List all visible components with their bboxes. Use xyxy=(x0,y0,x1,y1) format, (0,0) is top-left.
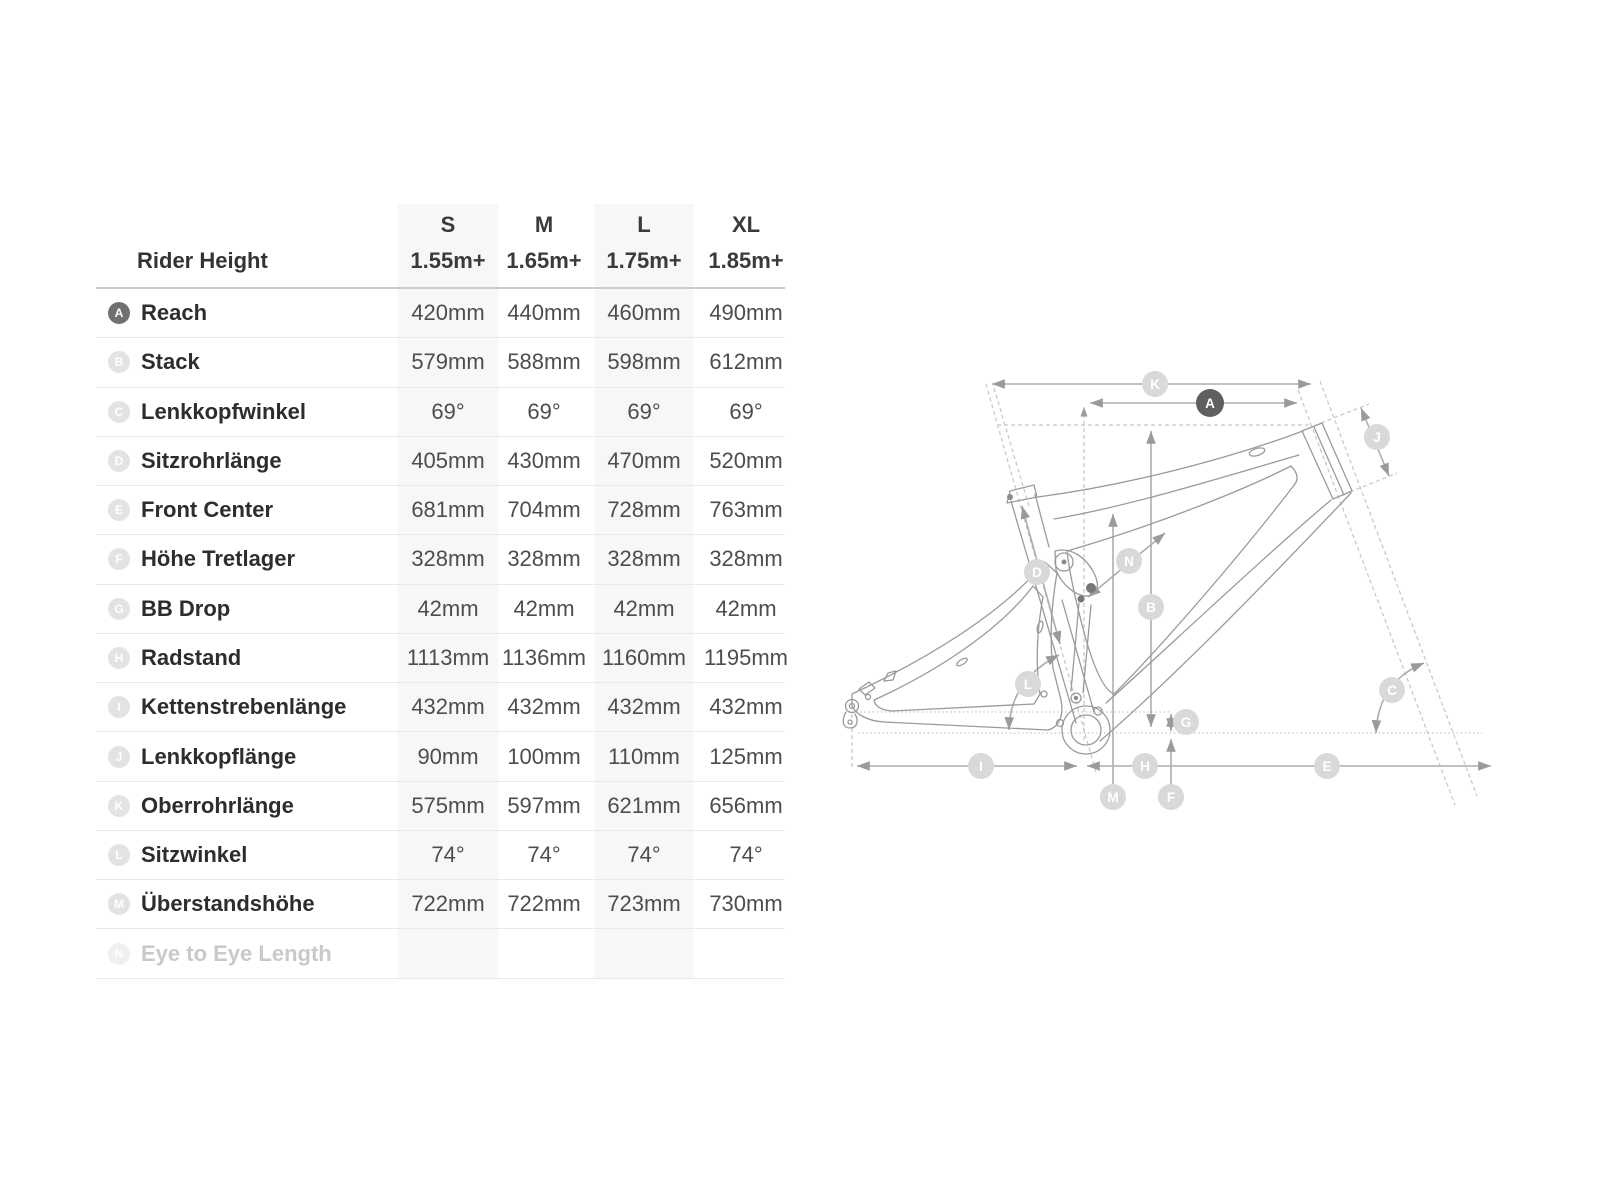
value-cell-l: 728mm xyxy=(607,497,681,523)
value-cell-m: 440mm xyxy=(507,300,581,326)
value-cell-m: 430mm xyxy=(507,447,581,473)
value-cell-l: 432mm xyxy=(607,694,681,720)
svg-text:D: D xyxy=(1032,565,1042,580)
diagram-marker-e[interactable] xyxy=(1314,753,1340,779)
row-label: Lenkkopflänge xyxy=(141,743,297,769)
row-label: Überstandshöhe xyxy=(141,891,315,917)
spec-row-b[interactable] xyxy=(96,338,785,387)
svg-text:A: A xyxy=(1205,396,1215,411)
value-cell-s: 42mm xyxy=(417,595,479,621)
row-label: Stack xyxy=(141,349,200,375)
value-cell-m: 69° xyxy=(527,398,561,424)
svg-text:J: J xyxy=(1373,430,1381,445)
value-cell-m: 74° xyxy=(527,842,561,868)
value-cell-m: 328mm xyxy=(507,546,581,572)
value-cell-m: 1136mm xyxy=(502,644,586,670)
svg-text:F: F xyxy=(1166,790,1176,805)
value-cell-l: 74° xyxy=(627,842,661,868)
row-label: Eye to Eye Length xyxy=(141,940,332,966)
spec-row-h[interactable] xyxy=(96,634,788,683)
value-cell-l: 598mm xyxy=(607,349,681,375)
row-marker-badge-e: E xyxy=(108,499,130,521)
value-cell-s: 405mm xyxy=(411,447,485,473)
spec-row-d[interactable] xyxy=(96,437,785,486)
value-cell-s: 69° xyxy=(431,398,465,424)
svg-text:L: L xyxy=(1023,677,1033,692)
spec-row-j[interactable] xyxy=(96,732,785,781)
spec-row-g[interactable] xyxy=(96,585,785,634)
value-cell-l: 328mm xyxy=(607,546,681,572)
value-cell-xl: 328mm xyxy=(709,546,783,572)
value-cell-s: 74° xyxy=(431,842,465,868)
value-cell-m: 432mm xyxy=(507,694,581,720)
row-label: Kettenstrebenlänge xyxy=(141,694,347,720)
svg-text:K: K xyxy=(1150,377,1160,392)
value-cell-m: 722mm xyxy=(507,891,581,917)
row-label: Sitzwinkel xyxy=(141,842,248,868)
diagram-marker-k[interactable] xyxy=(1142,371,1168,397)
diagram-marker-c[interactable] xyxy=(1379,677,1405,703)
value-cell-m: 42mm xyxy=(513,595,575,621)
row-marker-badge-n: N xyxy=(108,943,130,965)
row-marker-badge-j: J xyxy=(108,746,130,768)
diagram-marker-f[interactable] xyxy=(1158,784,1184,810)
value-cell-m: 100mm xyxy=(507,743,581,769)
diagram-marker-n[interactable] xyxy=(1116,548,1142,574)
value-cell-m: 597mm xyxy=(507,792,581,818)
row-label: Radstand xyxy=(141,644,242,670)
value-cell-l: 460mm xyxy=(607,300,681,326)
row-label: Lenkkopfwinkel xyxy=(141,398,307,424)
value-cell-xl: 730mm xyxy=(709,891,783,917)
row-marker-badge-g: G xyxy=(108,598,130,620)
svg-text:N: N xyxy=(1124,554,1134,569)
row-marker-badge-m: M xyxy=(108,893,130,915)
spec-row-k[interactable] xyxy=(96,782,785,831)
spec-row-n[interactable] xyxy=(96,929,785,978)
row-marker-badge-d: D xyxy=(108,450,130,472)
row-marker-badge-k: K xyxy=(108,795,130,817)
row-label: Oberrohrlänge xyxy=(141,792,294,818)
svg-text:B: B xyxy=(1146,600,1156,615)
diagram-marker-l[interactable] xyxy=(1015,671,1041,697)
row-marker-badge-b: B xyxy=(108,351,130,373)
diagram-marker-m[interactable] xyxy=(1100,784,1126,810)
row-marker-badge-c: C xyxy=(108,401,130,423)
svg-text:C: C xyxy=(1387,683,1397,698)
geometry-table xyxy=(96,204,788,979)
value-cell-s: 420mm xyxy=(411,300,485,326)
diagram-marker-b[interactable] xyxy=(1138,594,1164,620)
value-cell-l: 69° xyxy=(627,398,661,424)
value-cell-s: 575mm xyxy=(411,792,485,818)
diagram-marker-h[interactable] xyxy=(1132,753,1158,779)
value-cell-s: 328mm xyxy=(411,546,485,572)
rider-height-value-s: 1.55m+ xyxy=(410,248,486,273)
frame-diagram xyxy=(820,355,1510,815)
svg-text:H: H xyxy=(1140,759,1150,774)
spec-row-e[interactable] xyxy=(96,486,785,535)
row-marker-badge-a: A xyxy=(108,302,130,324)
row-marker-badge-l: L xyxy=(108,844,130,866)
value-cell-xl: 520mm xyxy=(709,447,783,473)
row-marker-badge-f: F xyxy=(108,548,130,570)
size-column-header-s: S xyxy=(440,212,456,237)
rider-height-label: Rider Height xyxy=(137,248,268,273)
value-cell-s: 681mm xyxy=(411,497,485,523)
value-cell-xl: 432mm xyxy=(709,694,783,720)
spec-row-a[interactable] xyxy=(96,289,785,338)
diagram-marker-j[interactable] xyxy=(1364,424,1390,450)
diagram-marker-i[interactable] xyxy=(968,753,994,779)
bike-frame-drawing xyxy=(843,423,1352,754)
spec-row-l[interactable] xyxy=(96,831,785,880)
spec-row-c[interactable] xyxy=(96,388,785,437)
diagram-marker-g[interactable] xyxy=(1173,709,1199,735)
value-cell-s: 432mm xyxy=(411,694,485,720)
svg-text:I: I xyxy=(979,759,983,774)
value-cell-s: 1113mm xyxy=(406,644,490,670)
value-cell-xl: 763mm xyxy=(709,497,783,523)
row-marker-badge-i: I xyxy=(108,696,130,718)
svg-text:M: M xyxy=(1107,790,1119,805)
value-cell-xl: 656mm xyxy=(709,792,783,818)
value-cell-s: 579mm xyxy=(411,349,485,375)
value-cell-xl: 490mm xyxy=(709,300,783,326)
value-cell-m: 704mm xyxy=(507,497,581,523)
spec-row-f[interactable] xyxy=(96,535,785,584)
table-rows xyxy=(96,289,788,979)
row-label: BB Drop xyxy=(141,595,231,621)
value-cell-l: 42mm xyxy=(613,595,675,621)
value-cell-xl: 612mm xyxy=(709,349,783,375)
value-cell-l: 110mm xyxy=(608,743,680,769)
value-cell-xl: 1195mm xyxy=(704,644,788,670)
value-cell-s: 722mm xyxy=(411,891,485,917)
row-label: Höhe Tretlager xyxy=(141,546,296,572)
value-cell-m: 588mm xyxy=(507,349,581,375)
table-header xyxy=(96,204,785,289)
row-label: Front Center xyxy=(141,497,273,523)
svg-text:G: G xyxy=(1180,715,1192,730)
diagram-marker-a[interactable] xyxy=(1196,389,1224,417)
value-cell-xl: 42mm xyxy=(715,595,777,621)
row-label: Reach xyxy=(141,300,208,326)
spec-row-i[interactable] xyxy=(96,683,785,732)
value-cell-xl: 125mm xyxy=(709,743,783,769)
value-cell-l: 470mm xyxy=(607,447,681,473)
spec-row-m[interactable] xyxy=(96,880,785,929)
value-cell-l: 723mm xyxy=(607,891,681,917)
value-cell-xl: 69° xyxy=(729,398,763,424)
size-column-header-xl: XL xyxy=(731,212,761,237)
rider-height-value-xl: 1.85m+ xyxy=(708,248,784,273)
row-label: Sitzrohrlänge xyxy=(141,447,282,473)
value-cell-l: 621mm xyxy=(607,792,681,818)
value-cell-l: 1160mm xyxy=(602,644,686,670)
value-cell-xl: 74° xyxy=(729,842,763,868)
size-column-header-m: M xyxy=(534,212,554,237)
diagram-marker-d[interactable] xyxy=(1024,559,1050,585)
value-cell-s: 90mm xyxy=(417,743,479,769)
svg-text:E: E xyxy=(1322,759,1332,774)
size-column-header-l: L xyxy=(637,212,651,237)
rider-height-value-l: 1.75m+ xyxy=(606,248,682,273)
row-marker-badge-h: H xyxy=(108,647,130,669)
rider-height-value-m: 1.65m+ xyxy=(506,248,582,273)
